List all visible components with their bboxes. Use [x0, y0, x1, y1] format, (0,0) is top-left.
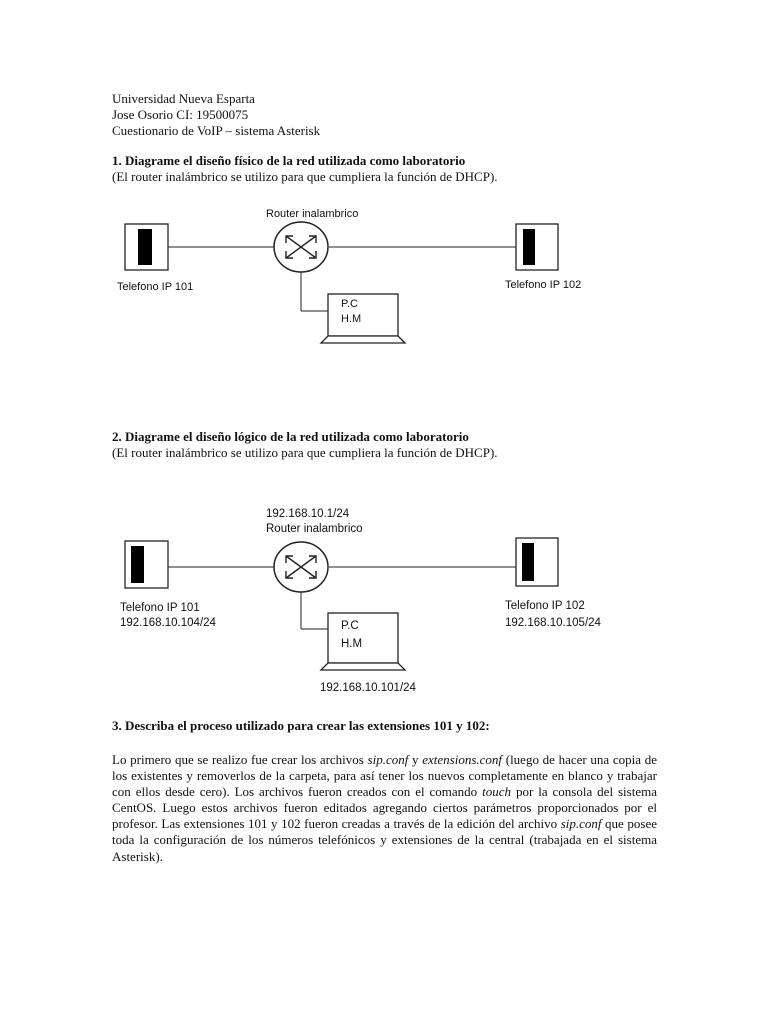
- document-header: [112, 91, 320, 139]
- question-1-note: (El router inalámbrico se utilizo para que cumpliera la función de DHCP).: [112, 169, 498, 184]
- laptop-icon: [321, 613, 405, 670]
- router-icon: [274, 542, 328, 592]
- router-label: Router inalambrico: [266, 523, 363, 535]
- ip-phone-icon: [125, 224, 168, 270]
- answer-command-touch: touch: [482, 784, 512, 800]
- question-3-answer: [112, 752, 657, 865]
- question-2-note: (El router inalámbrico se utilizo para que cumpliera la función de DHCP).: [112, 445, 498, 460]
- university-name: Universidad Nueva Esparta: [112, 91, 255, 106]
- document-subject: Cuestionario de VoIP – sistema Asterisk: [112, 123, 321, 138]
- answer-text-e: que posee toda la configuración de los números telefónicos y extensiones de la central (trabajada en el sistema Asterisk).: [112, 816, 657, 864]
- router-label: Router inalambrico: [266, 208, 359, 220]
- pc-label-line1: P.C: [341, 620, 359, 632]
- phone-101-label: Telefono IP 101: [117, 281, 194, 293]
- ip-phone-icon: [516, 224, 558, 270]
- router-ip-label: 192.168.10.1/24: [266, 508, 350, 520]
- question-3-title: 3. Describa el proceso utilizado para crear las extensiones 101 y 102:: [112, 718, 490, 733]
- router-icon: [274, 222, 328, 272]
- question-1-title: 1. Diagrame el diseño físico de la red utilizada como laboratorio: [112, 153, 466, 168]
- answer-text-c: (luego de hacer una copia de los existentes y removerlos de la carpeta, para así tener los nuevos completamente en blanco y trabajar con ellos desde cero). Los archivos fueron creados con el comando: [112, 752, 658, 800]
- pc-label-line2: H.M: [341, 313, 362, 325]
- logical-diagram-svg: [0, 500, 768, 700]
- answer-text-d: por la consola del sistema CentOS. Luego estos archivos fueron editados agregando ciertos parámetros proporcionados por el profesor. Las extensiones 101 y 102 fueron creadas a través de la edición del archivo: [112, 784, 657, 832]
- pc-label-line2: H.M: [341, 638, 363, 650]
- answer-filename-extensionsconf: extensions.conf: [422, 752, 503, 767]
- phone-101-ip: 192.168.10.104/24: [120, 617, 216, 629]
- answer-text-b: y: [408, 752, 423, 767]
- answer-text-a: Lo primero que se realizo fue crear los archivos: [112, 752, 368, 767]
- author-line: Jose Osorio CI: 19500075: [112, 107, 249, 122]
- physical-network-diagram: [0, 200, 768, 350]
- logical-network-diagram: [0, 500, 768, 700]
- ip-phone-icon: [516, 538, 558, 586]
- phone-102-label: Telefono IP 102: [505, 600, 585, 612]
- pc-label-line1: P.C: [341, 298, 358, 310]
- answer-filename-sipconf-2: sip.conf: [560, 816, 602, 832]
- ip-phone-icon: [125, 541, 168, 588]
- phone-102-label: Telefono IP 102: [505, 279, 582, 291]
- answer-filename-sipconf: sip.conf: [367, 752, 409, 767]
- physical-diagram-svg: [0, 200, 768, 350]
- question-2-title: 2. Diagrame el diseño lógico de la red utilizada como laboratorio: [112, 429, 469, 444]
- pc-ip-label: 192.168.10.101/24: [320, 682, 416, 694]
- laptop-icon: [321, 294, 405, 343]
- phone-102-ip: 192.168.10.105/24: [505, 617, 601, 629]
- phone-101-label: Telefono IP 101: [120, 602, 200, 614]
